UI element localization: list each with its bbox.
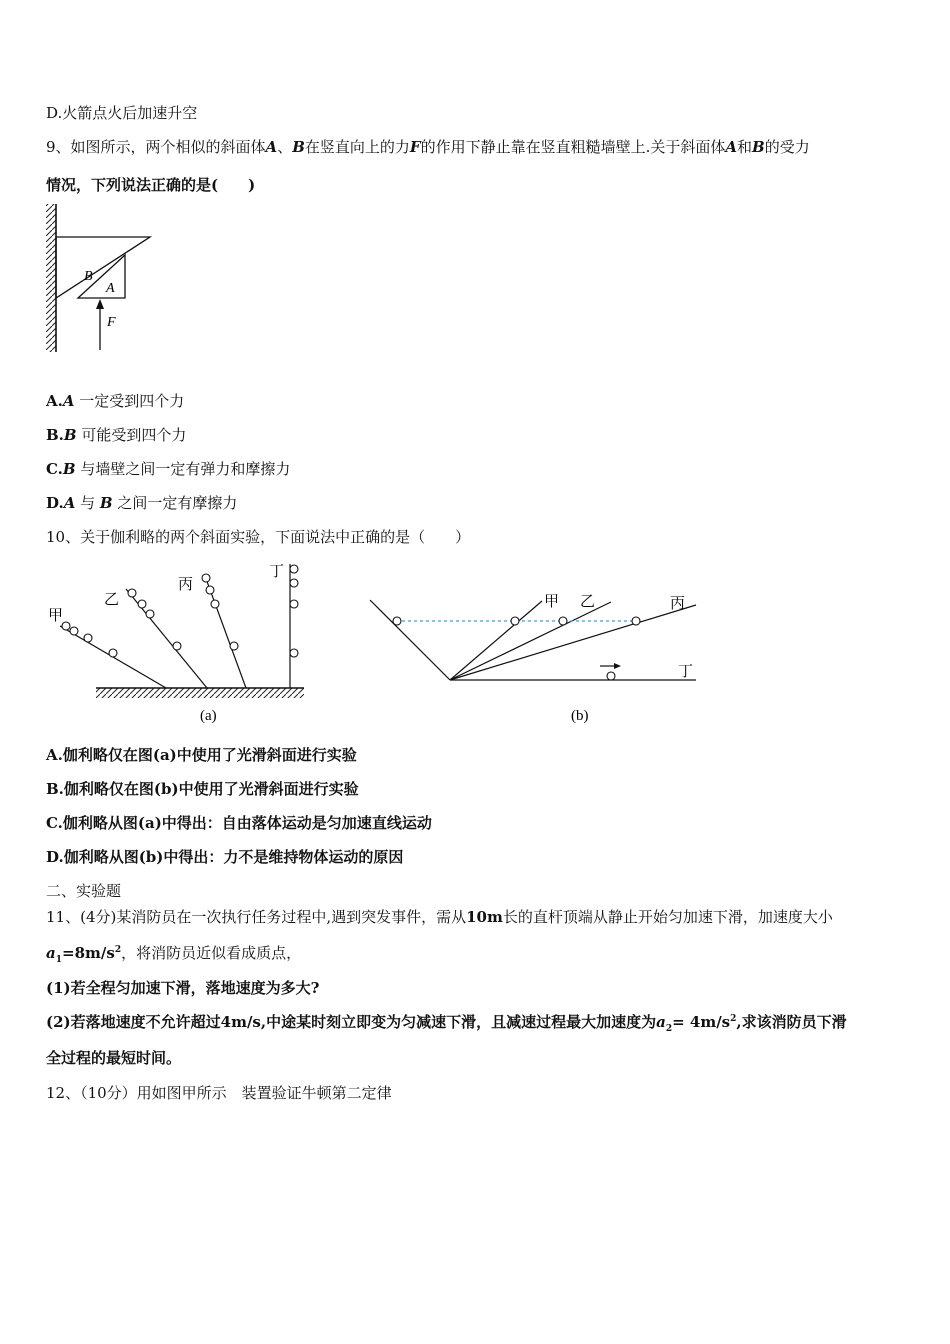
ball	[202, 574, 210, 582]
ball	[290, 565, 298, 573]
q11-prefix: 11、(4分)某消防员在一次执行任务过程中,遇到突发事件，需从	[46, 908, 467, 926]
label-bing: 丙	[178, 577, 194, 593]
ball	[211, 600, 219, 608]
q11-part2-prefix: (2)若落地速度不允许超过	[46, 1013, 221, 1031]
ball	[290, 649, 298, 657]
label-a: A	[106, 281, 115, 296]
caption-a: (a)	[200, 708, 217, 724]
q11-a2-sub: 2	[665, 1024, 673, 1034]
q12-stem: 12、（10分）用如图甲所示 装置验证牛顿第二定律	[46, 1084, 392, 1102]
q9-option-a-text: 一定受到四个力	[74, 392, 185, 410]
ball	[62, 622, 70, 630]
q9-option-b-key: B.	[46, 426, 64, 444]
label-bing: 丙	[670, 596, 686, 612]
q9-option-c	[46, 458, 290, 479]
q10-option-b: B.伽利略仅在图(b)中使用了光滑斜面进行实验	[46, 780, 359, 798]
q10-stem: 10、关于伽利略的两个斜面实验，下面说法中正确的是（ ）	[46, 528, 471, 546]
ball	[230, 642, 238, 650]
q11-a1-value: =8m/s	[62, 944, 115, 962]
wedge-b	[56, 237, 150, 298]
q9-option-b-subject: B	[63, 426, 77, 444]
q9-option-d-subject2: B	[99, 494, 113, 512]
q9-option-c-text: 与墙壁之间一定有弹力和摩擦力	[75, 460, 291, 478]
q9-sep: 、	[277, 138, 293, 156]
ball	[290, 600, 298, 608]
q9-option-a-key: A.	[46, 392, 63, 410]
q11-a1-sub: 1	[55, 955, 62, 965]
q9-option-c-subject: B	[62, 460, 76, 478]
q11-line2	[46, 942, 301, 965]
q11-line2-suffix: ，将消防员近似看成质点，	[121, 944, 302, 962]
q11-a1-sup: 2	[114, 945, 122, 955]
q11-part2-line2: 全过程的最短时间。	[46, 1049, 182, 1067]
label-jia: 甲	[544, 594, 560, 610]
ground-hatch	[96, 688, 304, 698]
label-jia: 甲	[48, 608, 64, 624]
q9-stem-line1	[46, 136, 810, 157]
caption-b: (b)	[571, 708, 589, 724]
label-yi: 乙	[104, 592, 120, 608]
q10-figure-b	[360, 580, 710, 728]
q9-var-b2: B	[752, 138, 765, 156]
q9-option-b-text: 可能受到四个力	[76, 426, 187, 444]
q9-option-d-key: D.	[46, 494, 64, 512]
q9-stem-prefix: 9、如图所示，两个相似的斜面体	[46, 138, 266, 156]
q9-option-d-text2: 之间一定有摩擦力	[112, 494, 238, 512]
q9-stem-line2: 情况，下列说法正确的是( )	[46, 176, 256, 194]
ball	[173, 642, 181, 650]
ball	[206, 586, 214, 594]
q11-length: 10m	[466, 908, 503, 926]
label-ding: 丁	[269, 564, 285, 580]
q8-option-d: D.火箭点火后加速升空	[46, 104, 198, 122]
q9-option-d-subject: A	[63, 494, 76, 512]
ball	[84, 634, 92, 642]
section-title: 二、实验题	[46, 882, 122, 900]
q11-part1: (1)若全程匀加速下滑，落地速度为多大?	[46, 979, 320, 997]
ball	[138, 600, 146, 608]
q9-figure	[40, 200, 160, 360]
q11-a2-value: = 4m/s	[672, 1013, 731, 1031]
q11-part2-suffix: ,求该消防员下滑	[736, 1013, 847, 1031]
q11-line1	[46, 906, 833, 927]
q9-var-a: A	[265, 138, 278, 156]
q9-var-f: F	[409, 138, 421, 156]
q10-figure-a	[40, 556, 320, 728]
q9-stem-end: 的受力	[764, 138, 810, 156]
q9-option-a-subject: A	[62, 392, 75, 410]
incline-bing	[450, 605, 696, 680]
ball	[632, 617, 640, 625]
q9-option-a	[46, 390, 184, 411]
incline-jia	[450, 601, 542, 680]
ball	[559, 617, 567, 625]
q9-and: 和	[736, 138, 752, 156]
left-incline	[370, 600, 450, 680]
q11-part2	[46, 1011, 847, 1034]
q11-part2-mid: ,中途某时刻立即变为匀减速下滑，且减速过程最大加速度为	[260, 1013, 657, 1031]
q10-option-a: A.伽利略仅在图(a)中使用了光滑斜面进行实验	[46, 746, 357, 764]
label-b: B	[84, 269, 93, 284]
ball	[146, 610, 154, 618]
q9-stem-mid: 在竖直向上的力	[304, 138, 410, 156]
q11-a1: a	[46, 944, 56, 962]
label-ding: 丁	[678, 664, 694, 680]
ball	[70, 627, 78, 635]
motion-arrowhead	[614, 663, 621, 669]
q9-option-d-text: 与	[75, 494, 100, 512]
q9-var-b: B	[292, 138, 305, 156]
q10-option-c: C.伽利略从图(a)中得出：自由落体运动是匀加速直线运动	[46, 814, 432, 832]
ball	[109, 649, 117, 657]
ball	[511, 617, 519, 625]
q11-a2-sup: 2	[730, 1014, 737, 1024]
ball	[393, 617, 401, 625]
q11-a2: a	[656, 1013, 666, 1031]
label-f: F	[107, 315, 116, 330]
q9-option-c-key: C.	[46, 460, 63, 478]
q11-part2-speed: 4m/s	[220, 1013, 261, 1031]
q9-option-d	[46, 492, 237, 513]
label-yi: 乙	[580, 594, 596, 610]
force-arrowhead	[96, 299, 104, 309]
ball	[290, 579, 298, 587]
ball	[607, 672, 615, 680]
q9-option-b	[46, 424, 186, 445]
q10-option-d: D.伽利略从图(b)中得出：力不是维持物体运动的原因	[46, 848, 404, 866]
incline-yi	[450, 602, 611, 680]
q9-var-a2: A	[725, 138, 737, 156]
q11-suffix: 长的直杆顶端从静止开始匀加速下滑，加速度大小	[502, 908, 833, 926]
q9-stem-suffix: 的作用下静止靠在竖直粗糙墙壁上.关于斜面体	[420, 138, 726, 156]
ball	[128, 589, 136, 597]
wall-hatch	[46, 204, 56, 352]
